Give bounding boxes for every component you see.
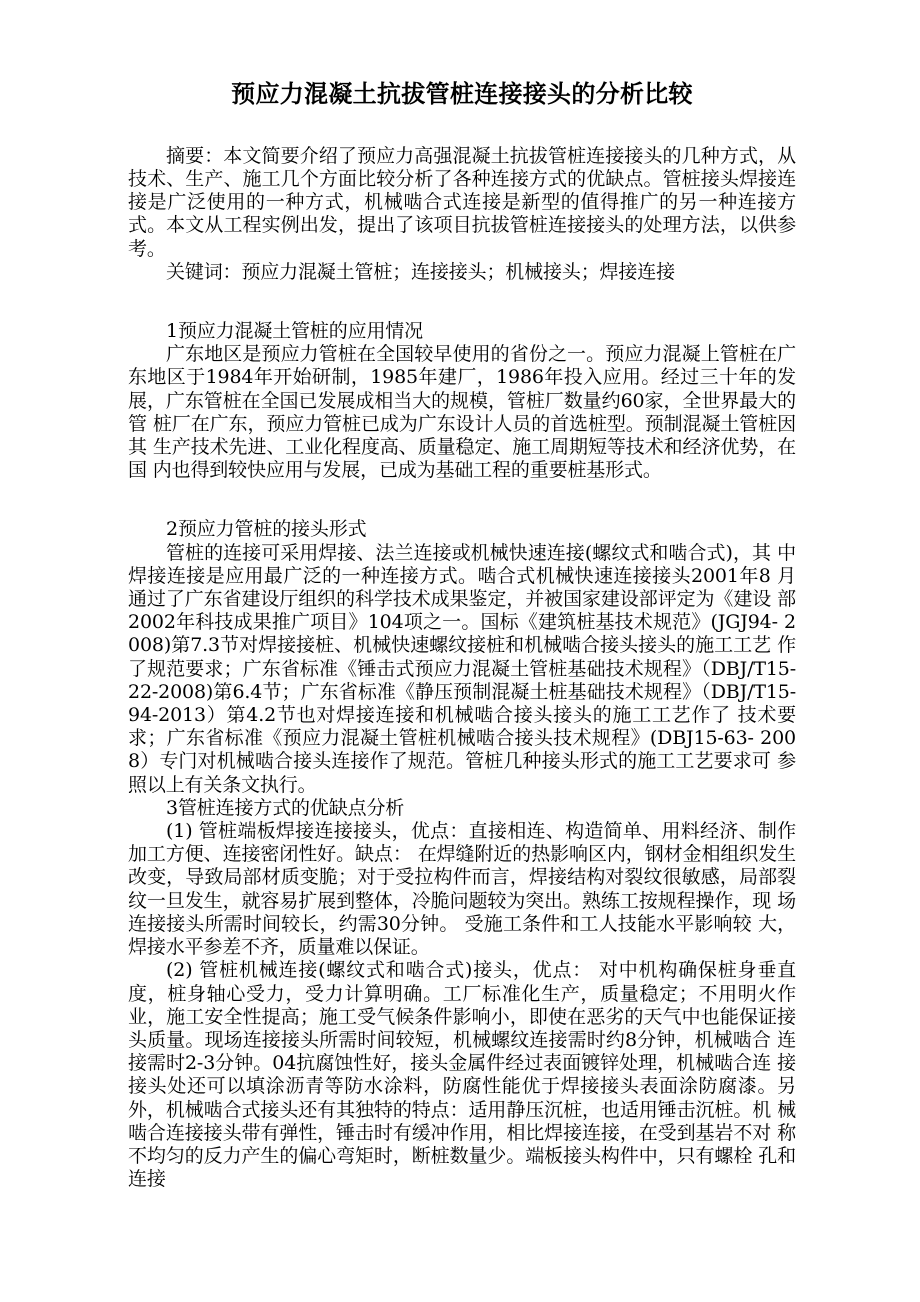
section-3-paragraph-1: (1) 管桩端板焊接连接接头，优点：直接相连、构造简单、用料经济、制作加工方便、连接密闭性好。缺点： 在焊缝附近的热影响区内，钢材金相组织发生改变，导致局部材质变脆；对于受拉构件而言，焊接结构对裂纹很敏感，局部裂纹一旦发生，就容易扩展到整体，冷脆问题较为突出。熟练工按规程操作，现 场连接接头所需时间较长，约需30分钟。 受施工条件和工人技能水平影响较 大，焊接水平参差不齐，质量难以保证。	[128, 820, 796, 959]
section-3-paragraph-2: (2) 管桩机械连接(螺纹式和啮合式)接头，优点： 对中机构确保桩身垂直度，桩身轴心受力，受力计算明确。工厂标准化生产，质量稳定；不用明火作业，施工安全性提高；施工受气候条件影响小，即使在恶劣的天气中也能保证接头质量。现场连接接头所需时间较短，机械螺纹连接需时约8分钟，机械啮合 连接需时2-3分钟。04抗腐蚀性好，接头金属件经过表面镀锌处理，机械啮合连 接接头处还可以填涂沥青等防水涂料，防腐性能优于焊接接头表面涂防腐漆。另 外，机械啮合式接头还有其独特的特点：适用静压沉桩，也适用锤击沉桩。机 械啮合连接接头带有弹性，锤击时有缓冲作用，相比焊接连接，在受到基岩不对 称不均匀的反力产生的偏心弯矩时，断桩数量少。端板接头构件中，只有螺栓 孔和连接	[128, 959, 796, 1191]
keywords-text: 关键词：预应力混凝土管桩；连接接头；机械接头；焊接连接	[166, 260, 675, 283]
abstract-block	[128, 145, 796, 284]
spacer-after-section-1	[128, 482, 796, 518]
section-1	[128, 320, 796, 482]
section-2	[128, 518, 796, 796]
section-1-paragraph-1: 广东地区是预应力管桩在全国较早使用的省份之一。预应力混凝上管桩在广东地区于1984年开始研制，1985年建厂，1986年投入应用。经过三十年的发展，广东管桩在全国已发展成相当大的规模，管桩厂数量约60家，全世界最大的管 桩厂在广东，预应力管桩已成为广东设计人员的首选桩型。预制混凝土管桩因其 生产技术先进、工业化程度高、质量稳定、施工周期短等技术和经济优势，在国 内也得到较快应用与发展，已成为基础工程的重要桩基形式。	[128, 343, 796, 482]
section-3	[128, 797, 796, 1191]
section-3-heading: 3管桩连接方式的优缺点分析	[166, 796, 405, 819]
spacer-after-abstract	[128, 284, 796, 320]
page-title: 预应力混凝土抗拔管桩连接接头的分析比较	[231, 79, 693, 108]
section-1-heading: 1预应力混凝土管桩的应用情况	[166, 320, 423, 343]
abstract-text: 摘要：本文简要介绍了预应力高强混凝土抗拔管桩连接接头的几种方式，从技术、生产、施工几个方面比较分析了各种连接方式的优缺点。管桩接头焊接连接是广泛使用的一种方式，机械啮合式连接是新型的值得推广的另一种连接方式。本文从工程实例出发，提出了该项目抗拔管桩连接接头的处理方法，以供参考。	[128, 144, 796, 260]
document-content	[128, 0, 796, 1191]
section-2-paragraph-1: 管桩的连接可采用焊接、法兰连接或机械快速连接(螺纹式和啮合式)，其 中焊接连接是应用最广泛的一种连接方式。啮合式机械快速连接接头2001年8 月通过了广东省建设厅组织的科学技术成果鉴定，并被国家建设部评定为《建设 部2002年科技成果推广项目》104项之一。国标《建筑桩基技术规范》(JGJ94- 2008)第7.3节对焊接接桩、机械快速螺纹接桩和机械啮合接头接头的施工工艺 作了规范要求；广东省标准《锤击式预应力混凝土管桩基础技术规程》（DBJ/T15-22-2008)第6.4节；广东省标准《静压预制混凝土桩基础技术规程》（DBJ/T15-94-2013）第4.2节也对焊接连接和机械啮合接头接头的施工工艺作了 技术要求；广东省标准《预应力混凝土管桩机械啮合接头技术规程》(DBJ15-63- 2008）专门对机械啮合接头连接作了规范。管桩几种接头形式的施工工艺要求可 参照以上有关条文执行。	[128, 541, 796, 796]
section-2-heading: 2预应力管桩的接头形式	[166, 518, 367, 541]
